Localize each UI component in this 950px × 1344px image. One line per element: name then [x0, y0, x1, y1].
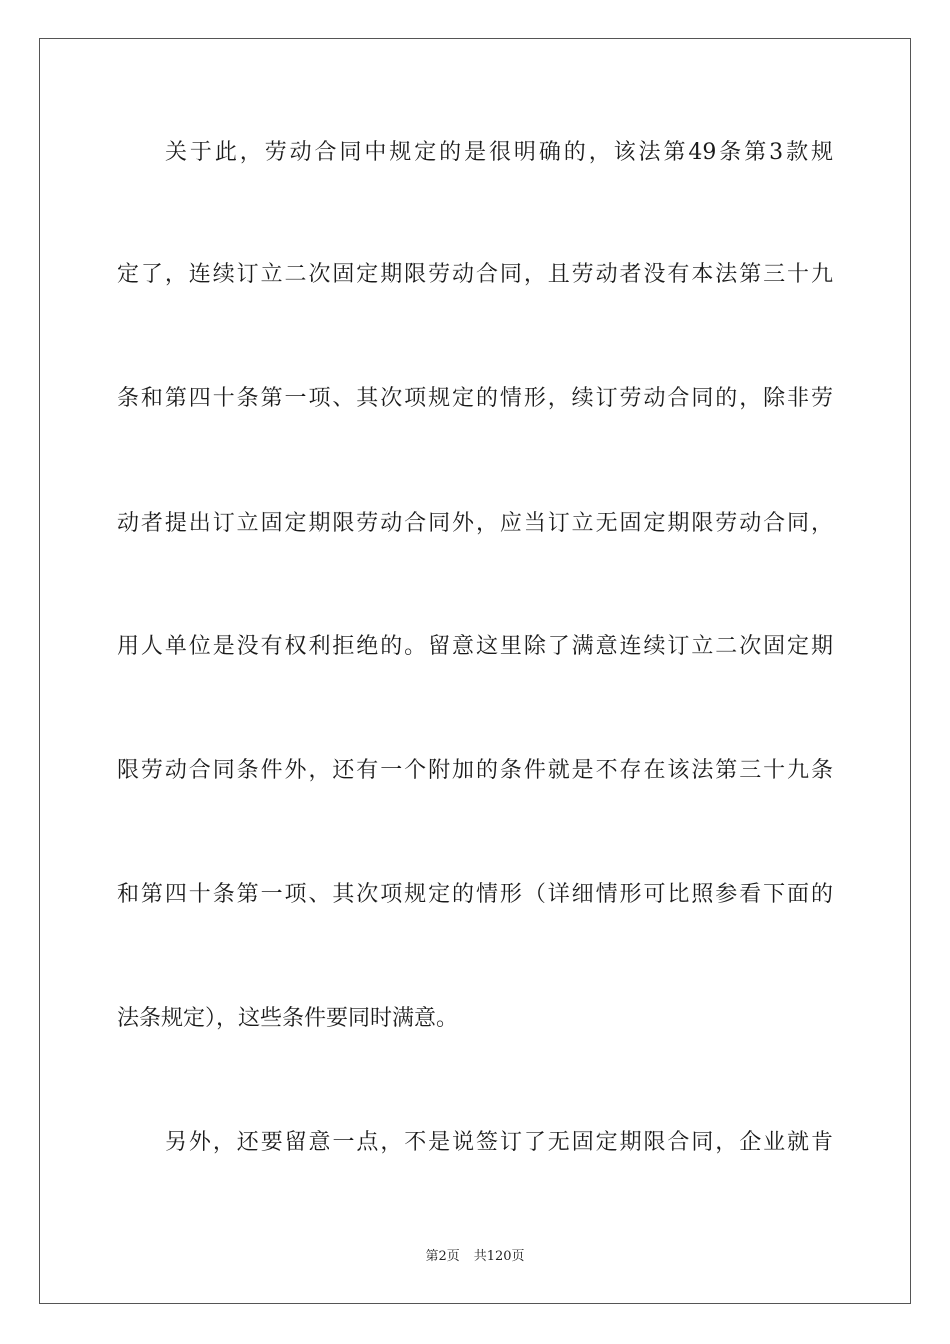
page-footer	[0, 1248, 950, 1266]
text-line: 和第四十条第一项、其次项规定的情形（详细情形可比照参看下面的	[117, 882, 833, 907]
text-line: 用人单位是没有权利拒绝的。留意这里除了满意连续订立二次固定期	[117, 634, 833, 659]
text-line: 定了，连续订立二次固定期限劳动合同，且劳动者没有本法第三十九	[117, 262, 833, 287]
text-line: 动者提出订立固定期限劳动合同外，应当订立无固定期限劳动合同，	[117, 511, 833, 536]
text-line: 条和第四十条第一项、其次项规定的情形，续订劳动合同的，除非劳	[117, 386, 833, 411]
total-pages: 共120页	[473, 1249, 525, 1264]
text-line: 关于此，劳动合同中规定的是很明确的，该法第49条第3款规	[165, 140, 833, 165]
text-line: 法条规定），这些条件要同时满意。	[117, 1006, 459, 1031]
page-number: 第2页	[425, 1249, 460, 1264]
text-line: 限劳动合同条件外，还有一个附加的条件就是不存在该法第三十九条	[117, 758, 833, 783]
text-line: 另外，还要留意一点，不是说签订了无固定期限合同，企业就肯	[165, 1130, 833, 1155]
page-border	[39, 38, 911, 1304]
